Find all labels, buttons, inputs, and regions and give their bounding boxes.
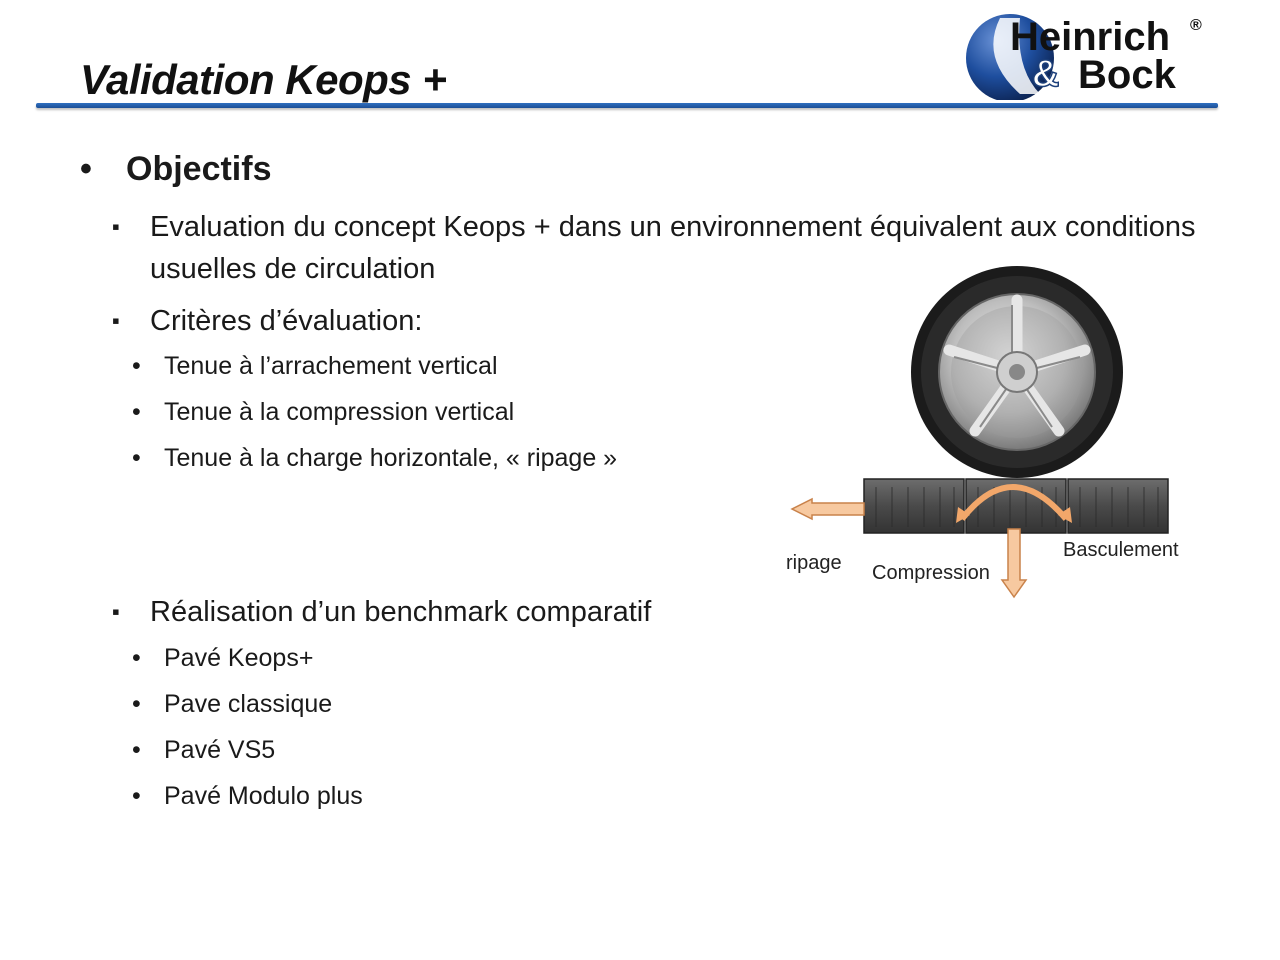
bullet-dot: • bbox=[132, 444, 141, 472]
ripage-arrow-icon bbox=[792, 499, 864, 519]
square-bullet-icon: ▪ bbox=[112, 599, 120, 624]
company-logo bbox=[960, 8, 1210, 100]
bullet-dot: • bbox=[132, 352, 141, 380]
bullet-dot: • bbox=[132, 690, 141, 718]
label-compression: Compression bbox=[872, 562, 990, 584]
compression-arrow-icon bbox=[1002, 529, 1026, 597]
bullet-dot: • bbox=[132, 736, 141, 764]
svg-text:&: & bbox=[1032, 53, 1060, 95]
square-bullet-icon: ▪ bbox=[112, 214, 120, 239]
bullet-dot: • bbox=[80, 150, 92, 188]
bullet-dot: • bbox=[132, 398, 141, 426]
label-basculement: Basculement bbox=[1063, 539, 1179, 561]
load-test-diagram bbox=[780, 265, 1220, 610]
svg-text:Bock: Bock bbox=[1078, 53, 1176, 97]
square-bullet-icon: ▪ bbox=[112, 308, 120, 333]
label-ripage: ripage bbox=[786, 552, 842, 574]
title-underline bbox=[36, 103, 1218, 108]
svg-text:Heinrich: Heinrich bbox=[1010, 15, 1171, 59]
wheel-icon bbox=[911, 266, 1123, 478]
svg-text:®: ® bbox=[1190, 17, 1202, 34]
bullet-dot: • bbox=[132, 782, 141, 810]
slide-title: Validation Keops + bbox=[80, 56, 447, 103]
bullet-dot: • bbox=[132, 644, 141, 672]
